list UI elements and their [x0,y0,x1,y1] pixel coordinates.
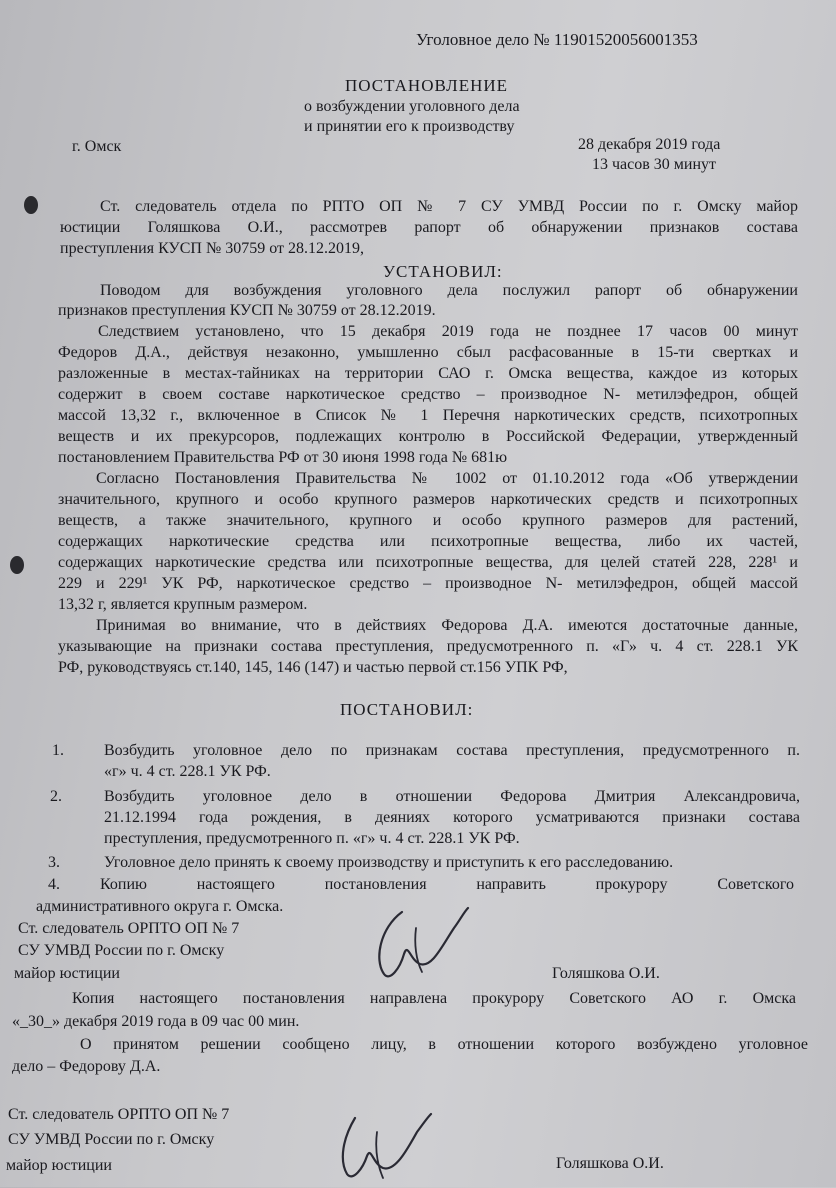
resolved-item-4-line-1: Копию настоящего постановления направить прокурору Советского [100,876,794,893]
established-p2-line-3: разложенные в местах-тайниках на территории САО г. Омска вещества, каждое из которых [58,365,798,382]
signature1-name: Голяшкова О.И. [552,965,660,982]
signature2-rank: майор юстиции [6,1157,112,1174]
established-p2-line-7: постановлением Правительства РФ от 30 июня 1998 года № 681ю [58,449,508,466]
resolved-item-4-line-2: административного округа г. Омска. [36,898,284,915]
document-title: ПОСТАНОВЛЕНИЕ [345,76,509,95]
resolved-heading: ПОСТАНОВИЛ: [340,700,474,719]
signature2-department: СУ УМВД России по г. Омску [8,1131,215,1148]
established-p2-line-2: Федоров Д.А., действуя незаконно, умышленно сбыл расфасованные в 15-ти свертках и [58,344,798,361]
resolved-item-1-line-1: Возбудить уголовное дело по признакам состава преступления, предусмотренного п. [104,742,800,759]
established-p1-line-2: признаков преступления КУСП № 30759 от 28.12.2019. [58,302,436,319]
resolved-item-2-line-3: преступления, предусмотренного п. «г» ч. 4 ст. 228.1 УК РФ. [104,830,520,847]
intro-line-1: Ст. следователь отдела по РПТО ОП № 7 СУ УМВД России по г. Омску майор [100,198,798,215]
resolved-item-4-number: 4. [48,876,60,893]
case-number: Уголовное дело № 11901520056001353 [416,30,698,49]
city: г. Омск [72,138,122,155]
established-p1-line-1: Поводом для возбуждения уголовного дела послужил рапорт об обнаружении [100,282,798,299]
established-p2-line-4: содержит в своем составе наркотическое средство – производное N- метилэфедрон, общей [58,386,798,403]
resolved-item-2-number: 2. [50,788,62,805]
punch-hole-bottom [10,556,24,574]
signature2-name: Голяшкова О.И. [556,1155,664,1172]
established-p3-line-4: содержащих наркотические средства или психотропные вещества, либо их частей, [58,533,798,550]
established-p4-line-2: указывающие на признаки состава преступления, предусмотренного п. «Г» ч. 4 ст. 228.1 УК [58,638,798,655]
signature2-handwritten [325,1108,445,1188]
established-heading: УСТАНОВИЛ: [383,262,503,281]
document-time: 13 часов 30 минут [592,156,717,173]
resolved-item-3-number: 3. [48,854,60,871]
established-p3-line-5: содержащих наркотические средства или психотропные вещества, для целей статей 228, 228¹ и [58,554,798,571]
resolved-item-3-line-1: Уголовное дело принять к своему производству и приступить к его расследованию. [104,854,674,871]
signature1-handwritten [360,898,480,988]
established-p3-line-6: 229 и 229¹ УК РФ, наркотическое средство – производное N- метилэфедрон, общей массой [58,575,798,592]
established-p3-line-2: значительного, крупного и особо крупного размеров наркотических средств и психотропных [58,491,798,508]
notification-line-2: дело – Федорову Д.А. [12,1058,161,1075]
established-p4-line-1: Принимая во внимание, что в действиях Федорова Д.А. имеются достаточные данные, [96,617,798,634]
document-subtitle-2: и принятии его к производству [304,118,515,135]
intro-line-3: преступления КУСП № 30759 от 28.12.2019, [60,240,365,257]
copy-sent-line-2: «_30_» декабря 2019 года в 09 час 00 мин. [12,1013,300,1030]
resolved-item-2-line-1: Возбудить уголовное дело в отношении Федорова Дмитрия Александровича, [104,788,800,805]
copy-sent-line-1: Копия настоящего постановления направлена прокурору Советского АО г. Омска [72,990,796,1007]
established-p2-line-6: веществ и их прекурсоров, подлежащих контролю в Российской Федерации, утвержденный [58,428,798,445]
signature2-position: Ст. следователь ОРПТО ОП № 7 [8,1106,230,1123]
resolved-item-2-line-2: 21.12.1994 года рождения, в деяниях которого усматриваются признаки состава [104,809,800,826]
document-date: 28 декабря 2019 года [578,136,721,153]
signature1-rank: майор юстиции [14,965,120,982]
document-subtitle-1: о возбуждении уголовного дела [304,98,520,115]
resolved-item-1-line-2: «г» ч. 4 ст. 228.1 УК РФ. [104,763,271,780]
established-p2-line-5: массой 13,32 г., включенное в Список № 1 Перечня наркотических средств, психотропных [58,407,798,424]
established-p4-line-3: РФ, руководствуясь ст.140, 145, 146 (147) и частью первой ст.156 УПК РФ, [58,659,568,676]
established-p3-line-1: Согласно Постановления Правительства № 1002 от 01.10.2012 года «Об утверждении [96,470,798,487]
notification-line-1: О принятом решении сообщено лицу, в отношении которого возбуждено уголовное [80,1036,808,1053]
established-p3-line-7: 13,32 г, является крупным размером. [58,596,308,613]
intro-line-2: юстиции Голяшкова О.И., рассмотрев рапорт об обнаружении признаков состава [60,219,798,236]
signature1-department: СУ УМВД России по г. Омску [18,942,225,959]
established-p3-line-3: веществ, а также значительного, крупного и особо крупного размеров для растений, [58,512,798,529]
resolved-item-1-number: 1. [52,742,64,759]
established-p2-line-1: Следствием установлено, что 15 декабря 2019 года не позднее 17 часов 00 минут [98,323,798,340]
punch-hole-top [24,196,38,214]
signature1-position: Ст. следователь ОРПТО ОП № 7 [18,920,240,937]
